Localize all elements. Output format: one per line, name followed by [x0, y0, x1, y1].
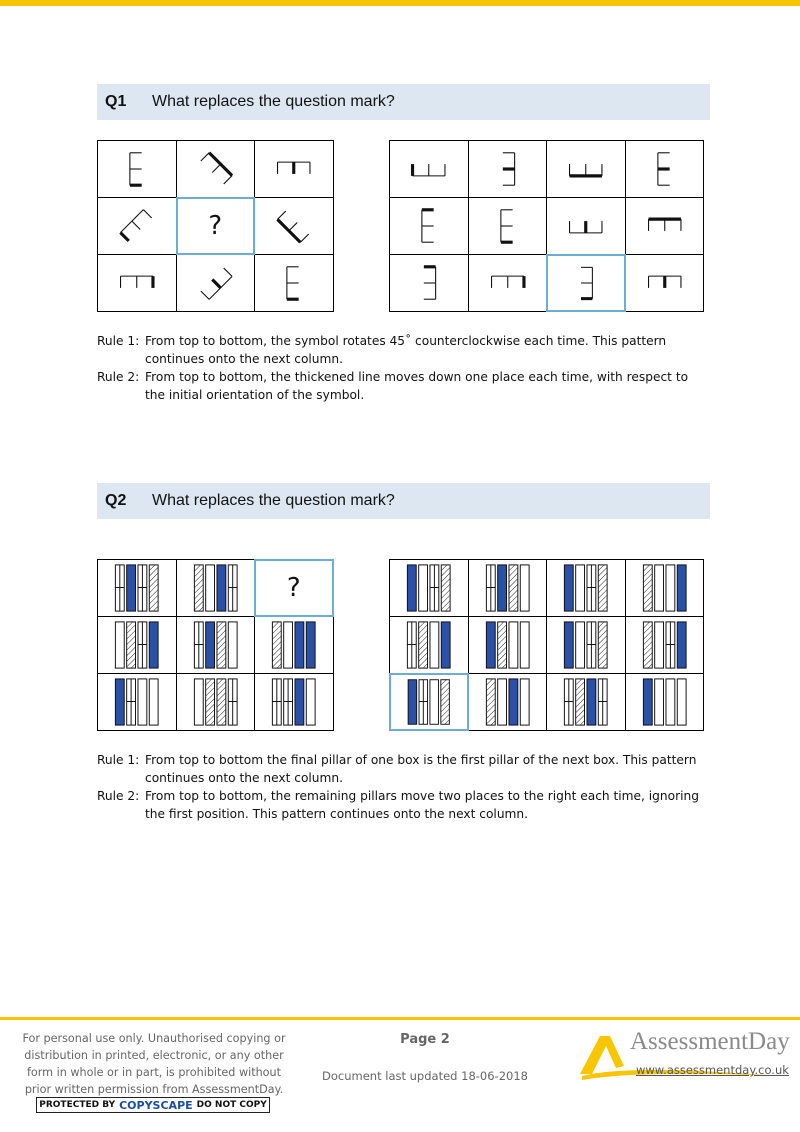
pillar — [127, 622, 136, 668]
q2-question-mark: ? — [286, 573, 301, 603]
pillar — [272, 622, 281, 668]
e-symbol-stroke — [212, 164, 220, 172]
pillar — [115, 679, 124, 725]
q2-answer-option[interactable] — [546, 616, 626, 674]
q2-answer-option[interactable] — [468, 559, 548, 617]
q2-rule-1: Rule 1: From top to bottom the final pillar of one box is the first pillar of the next box. This pattern continues onto the next column. — [97, 753, 697, 785]
q2-number: Q2 — [105, 492, 127, 509]
pillar-set-icon — [177, 674, 255, 730]
pillar-set-icon — [469, 674, 547, 730]
pillar — [441, 565, 450, 611]
pillar — [576, 565, 585, 611]
pillar-set-icon — [98, 617, 176, 673]
pillar — [441, 680, 450, 725]
q1-question-grid — [97, 140, 333, 312]
q2-answer-option[interactable] — [625, 616, 705, 674]
e-symbol-icon — [626, 198, 704, 254]
pillar — [149, 565, 158, 611]
q1-question-cell — [254, 197, 334, 255]
q2-question-cell — [176, 559, 256, 617]
e-symbol-stroke — [223, 268, 231, 276]
pillar — [576, 622, 585, 668]
pillar — [654, 679, 663, 725]
pillar — [497, 565, 506, 611]
pillar — [486, 679, 495, 725]
pillar — [216, 679, 225, 725]
pillar — [520, 565, 529, 611]
pillar-set-icon — [547, 560, 625, 616]
pillar — [216, 565, 225, 611]
q2-question-cell — [97, 673, 177, 731]
pillar-set-icon — [391, 675, 467, 729]
pillar — [587, 679, 596, 725]
q2-question-grid — [97, 559, 333, 731]
e-symbol-icon — [98, 198, 176, 254]
q2-answer-option[interactable] — [389, 673, 469, 731]
q1-answer-option[interactable] — [468, 254, 548, 312]
brand-url-link[interactable]: www.assessmentday.co.uk — [636, 1063, 789, 1077]
q1-question-cell — [176, 140, 256, 198]
q2-rule-2: Rule 2: From top to bottom, the remaining pillars move two places to the right each time, ignoring the first position. This pattern continues onto the next column. — [97, 789, 699, 821]
pillar — [205, 622, 214, 668]
q2-question-cell — [97, 559, 177, 617]
pillar-set-icon — [469, 560, 547, 616]
e-symbol-icon — [626, 255, 704, 311]
pillar — [149, 679, 158, 725]
e-symbol-stroke — [289, 223, 297, 231]
q1-question-cell — [254, 254, 334, 312]
pillar — [576, 679, 585, 725]
last-updated: Document last updated 18-06-2018 — [322, 1069, 528, 1083]
pillar — [508, 565, 517, 611]
pillar — [677, 565, 686, 611]
pillar — [419, 622, 428, 668]
q1-header — [97, 84, 710, 120]
pillar-set-icon — [626, 674, 704, 730]
e-symbol-icon — [469, 141, 547, 197]
q1-answer-option[interactable] — [468, 140, 548, 198]
footer-accent-line — [0, 1017, 800, 1020]
q1-rules — [97, 332, 707, 404]
page-number: Page 2 — [400, 1032, 450, 1047]
pillar — [508, 679, 517, 725]
q2-question-cell — [176, 673, 256, 731]
q2-header — [97, 483, 710, 519]
pillar — [520, 679, 529, 725]
pillar — [665, 679, 674, 725]
pillar-set-icon — [469, 617, 547, 673]
pillar-set-icon — [390, 560, 468, 616]
pillar — [441, 622, 450, 668]
q2-answer-option[interactable] — [468, 673, 548, 731]
q1-rule-1: Rule 1: From top to bottom, the symbol rotates 45˚ counterclockwise each time. This pattern continues onto the next column. — [97, 334, 667, 366]
q2-question-cell — [176, 616, 256, 674]
pillar — [408, 680, 417, 725]
copyscape-badge[interactable]: PROTECTED BY COPYSCAPE DO NOT COPY — [36, 1097, 270, 1113]
pillar — [295, 622, 304, 668]
pillar — [115, 622, 124, 668]
pillar-set-icon — [98, 560, 176, 616]
pillar — [598, 565, 607, 611]
e-symbol-icon — [255, 255, 333, 311]
e-symbol-icon — [98, 255, 176, 311]
pillar-set-icon — [255, 674, 333, 730]
e-symbol-icon — [390, 141, 468, 197]
q1-answer-option[interactable] — [468, 197, 548, 255]
pillar — [430, 622, 439, 668]
q1-missing-cell — [176, 197, 256, 255]
e-symbol-stroke — [132, 221, 140, 229]
q2-question-cell — [254, 673, 334, 731]
pillar — [127, 565, 136, 611]
q2-question-cell — [254, 616, 334, 674]
q1-number: Q1 — [105, 93, 127, 110]
pillar — [598, 622, 607, 668]
e-symbol-stroke — [277, 211, 285, 219]
e-symbol-icon — [548, 256, 624, 310]
pillar — [497, 622, 506, 668]
q2-answer-option[interactable] — [468, 616, 548, 674]
pillar — [205, 565, 214, 611]
e-symbol-stroke — [200, 291, 208, 299]
e-symbol-icon — [469, 198, 547, 254]
pillar — [306, 679, 315, 725]
copyright-notice: For personal use only. Unauthorised copying or distribution in printed, electronic, or any other form in whole or in part, is prohibited without prior written permission from AssessmentDay. — [22, 1032, 286, 1096]
pillar — [194, 565, 203, 611]
q2-answer-option[interactable] — [625, 673, 705, 731]
q1-question-cell — [97, 197, 177, 255]
q1-answer-option[interactable] — [625, 254, 705, 312]
pillar — [564, 565, 573, 611]
pillar-set-icon — [255, 617, 333, 673]
pillar-set-icon — [177, 560, 255, 616]
q2-answer-option[interactable] — [546, 559, 626, 617]
e-symbol-stroke — [223, 176, 231, 184]
brand-name: AssessmentDay — [630, 1028, 790, 1055]
pillar — [508, 622, 517, 668]
q1-question-cell — [254, 140, 334, 198]
pillar — [216, 622, 225, 668]
pillar-set-icon — [626, 560, 704, 616]
e-symbol-icon — [390, 255, 468, 311]
q2-answer-grid — [389, 559, 704, 731]
pillar-set-icon — [547, 674, 625, 730]
pillar-set-icon — [98, 674, 176, 730]
q2-answer-option[interactable] — [625, 559, 705, 617]
q1-answer-option[interactable] — [546, 197, 626, 255]
e-symbol-stroke — [143, 210, 151, 218]
pillar — [677, 622, 686, 668]
e-symbol-icon — [547, 141, 625, 197]
e-symbol-icon — [255, 141, 333, 197]
q2-rules — [97, 751, 707, 823]
q1-answer-option[interactable] — [389, 140, 469, 198]
pillar-set-icon — [177, 617, 255, 673]
q1-answer-grid — [389, 140, 704, 312]
pillar — [419, 565, 428, 611]
pillar — [138, 679, 147, 725]
e-symbol-icon — [547, 198, 625, 254]
q2-answer-option[interactable] — [389, 616, 469, 674]
q2-answer-option[interactable] — [389, 559, 469, 617]
e-symbol-stroke — [200, 153, 208, 161]
pillar — [228, 622, 237, 668]
pillar — [486, 622, 495, 668]
q1-answer-option[interactable] — [625, 140, 705, 198]
pillar — [643, 679, 652, 725]
pillar — [643, 622, 652, 668]
pillar — [677, 679, 686, 725]
q1-question-cell — [97, 254, 177, 312]
pillar — [497, 679, 506, 725]
e-symbol-icon — [177, 141, 255, 197]
e-symbol-icon — [177, 255, 255, 311]
q1-question-cell — [176, 254, 256, 312]
q1-answer-option[interactable] — [546, 254, 626, 312]
pillar — [654, 622, 663, 668]
pillar — [194, 679, 203, 725]
pillar-set-icon — [626, 617, 704, 673]
q2-answer-option[interactable] — [546, 673, 626, 731]
e-symbol-icon — [255, 198, 333, 254]
e-symbol-stroke — [300, 234, 308, 242]
pillar-set-icon — [390, 617, 468, 673]
pillar — [654, 565, 663, 611]
pillar — [284, 622, 293, 668]
pillar — [643, 565, 652, 611]
pillar — [306, 622, 315, 668]
e-symbol-icon — [469, 255, 547, 311]
q2-question-cell — [97, 616, 177, 674]
q2-missing-cell — [254, 559, 334, 617]
pillar — [149, 622, 158, 668]
pillar — [430, 680, 439, 725]
e-symbol-stroke — [212, 280, 220, 288]
pillar — [665, 565, 674, 611]
pillar — [520, 622, 529, 668]
q1-answer-option[interactable] — [389, 197, 469, 255]
e-symbol-icon — [390, 198, 468, 254]
e-symbol-stroke — [120, 233, 128, 241]
pillar — [295, 679, 304, 725]
q1-question-mark: ? — [208, 211, 223, 241]
q2-title: What replaces the question mark? — [152, 492, 395, 509]
q1-answer-option[interactable] — [546, 140, 626, 198]
q1-answer-option[interactable] — [625, 197, 705, 255]
q1-answer-option[interactable] — [389, 254, 469, 312]
pillar — [407, 565, 416, 611]
q1-title: What replaces the question mark? — [152, 93, 395, 110]
pillar — [205, 679, 214, 725]
pillar — [564, 622, 573, 668]
e-symbol-icon — [626, 141, 704, 197]
top-accent-bar — [0, 0, 800, 6]
q1-rule-2: Rule 2: From top to bottom, the thickened line moves down one place each time, with respect to the initial orientation of the symbol. — [97, 370, 689, 402]
pillar-set-icon — [547, 617, 625, 673]
e-symbol-icon — [98, 141, 176, 197]
q1-question-cell — [97, 140, 177, 198]
